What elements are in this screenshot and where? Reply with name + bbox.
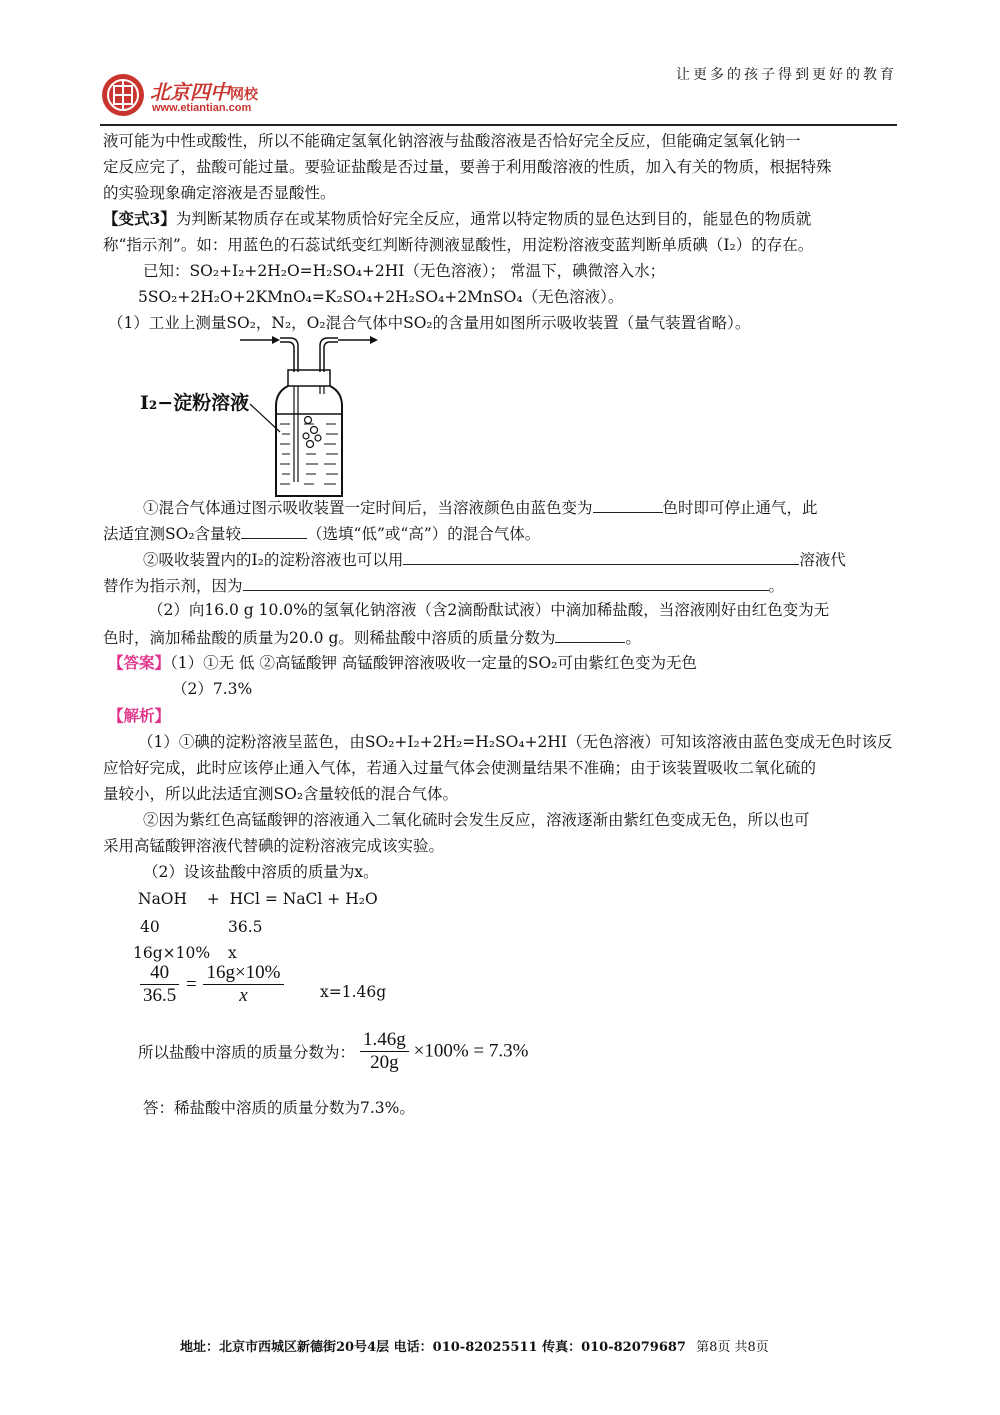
- footer-address: 地址：北京市西城区新德街20号4层 电话：010-82025511 传真：010-82079687: [180, 1340, 686, 1355]
- variant-line-1: 【变式3】为判断某物质存在或某物质恰好完全反应，通常以特定物质的显色达到目的，能显色的物质就: [103, 209, 812, 228]
- logo: [100, 72, 300, 120]
- final-answer: 答：稀盐酸中溶质的质量分数为7.3%。: [143, 1099, 415, 1117]
- proportion-equation: $\frac{40}{36.5}$ = $\frac{16g\times 10\%}{x}$: [140, 962, 284, 1007]
- question-1b-line-1: ②吸收装置内的I₂的淀粉溶液也可以用 溶液代: [143, 548, 846, 570]
- mass-hcl: x: [228, 944, 237, 962]
- footer: [180, 1336, 769, 1355]
- header-slogan: 让更多的孩子得到更好的教育: [676, 67, 897, 83]
- question-2-line-2: 色时，滴加稀盐酸的质量为20.0 g。则稀盐酸中溶质的质量分数为 。: [103, 626, 641, 648]
- logo-emblem-icon: [100, 72, 146, 118]
- answer-line-2: （2）7.3%: [172, 680, 253, 698]
- analysis-p2-line-1: ②因为紫红色高锰酸钾的溶液通入二氧化硫时会发生反应，溶液逐渐由紫红色变成无色，所以也可: [143, 811, 810, 829]
- answer-blank-reason[interactable]: [243, 574, 769, 591]
- analysis-p1-line-1: （1）①碘的淀粉溶液呈蓝色，由SO₂+I₂+2H₂=H₂SO₄+2HI（无色溶液）可知该溶液由蓝色变成无色时该反: [138, 733, 893, 751]
- question-1a-line-2: 法适宜测SO₂含量较 （选填“低”或“高”）的混合气体。: [103, 522, 540, 544]
- reaction-equation: NaOH + HCl = NaCl + H₂O: [138, 890, 378, 908]
- molar-mass-hcl: 36.5: [228, 918, 263, 936]
- analysis-tag: 【解析】: [108, 706, 171, 725]
- answer-blank-fraction[interactable]: [555, 626, 625, 643]
- answer-blank-solution[interactable]: [403, 548, 799, 565]
- intro-line-1: 液可能为中性或酸性，所以不能确定氢氧化钠溶液与盐酸溶液是否恰好完全反应，但能确定氢氧化钠一: [103, 132, 801, 150]
- fraction-result: $\frac{1.46g}{20g}$: [360, 1029, 409, 1074]
- variant-line-2: 称“指示剂”。如：用蓝色的石蕊试纸变红判断待测液显酸性，用淀粉溶液变蓝判断单质碘（I₂）的存在。: [103, 236, 814, 254]
- x-result: x=1.46g: [320, 983, 387, 1001]
- mass-naoh: 16g×10%: [133, 944, 211, 962]
- question-1b-line-2: 替作为指示剂，因为 。: [103, 574, 784, 596]
- analysis-p2-line-2: 采用高锰酸钾溶液代替碘的淀粉溶液完成该实验。: [103, 837, 445, 855]
- intro-line-3: 的实验现象确定溶液是否显酸性。: [103, 184, 336, 202]
- answer-tag: 【答案】: [108, 653, 171, 672]
- molar-mass-naoh: 40: [140, 918, 160, 936]
- answer-blank-level[interactable]: [241, 522, 307, 539]
- logo-title: 北京四中网校: [150, 80, 258, 104]
- question-1-stem: （1）工业上测量SO₂，N₂，O₂混合气体中SO₂的含量用如图所示吸收装置（量气装置省略）。: [108, 314, 751, 332]
- question-1a-line-1: ①混合气体通过图示吸收装置一定时间后，当溶液颜色由蓝色变为 色时即可停止通气，此: [143, 496, 818, 518]
- known-line-1: 已知：SO₂+I₂+2H₂O=H₂SO₄+2HI（无色溶液）； 常温下，碘微溶入水；: [143, 262, 666, 280]
- answer-blank-color[interactable]: [593, 496, 663, 513]
- analysis-p1-line-2: 应恰好完成，此时应该停止通入气体，若通入过量气体会使测量结果不准确；由于该装置吸收二氧化硫的: [103, 759, 817, 777]
- fraction-left: $\frac{40}{36.5}$: [140, 962, 179, 1007]
- footer-page: 第8页 共8页: [696, 1340, 769, 1355]
- fraction-right: $\frac{16g\times 10\%}{x}$: [203, 962, 283, 1007]
- known-line-2: 5SO₂+2H₂O+2KMnO₄=K₂SO₄+2H₂SO₄+2MnSO₄（无色溶液）。: [138, 288, 624, 306]
- figure-label: I₂−淀粉溶液: [140, 392, 250, 414]
- logo-url: www.etiantian.com: [152, 102, 252, 114]
- analysis-p1-line-3: 量较小，所以此法适宜测SO₂含量较低的混合气体。: [103, 785, 459, 803]
- apparatus-figure: [130, 332, 390, 502]
- question-2-line-1: （2）向16.0 g 10.0%的氢氧化钠溶液（含2滴酚酞试液）中滴加稀盐酸，当溶液刚好由红色变为无: [148, 601, 830, 619]
- header-rule: [100, 124, 897, 126]
- answer-line-1: 【答案】（1）①无 低 ②高锰酸钾 高锰酸钾溶液吸收一定量的SO₂可由紫红色变为无色: [108, 653, 697, 672]
- gas-bottle-diagram-icon: [130, 332, 390, 502]
- variant-tag: 【变式3】: [103, 209, 176, 228]
- analysis-p3: （2）设该盐酸中溶质的质量为x。: [143, 863, 379, 881]
- intro-line-2: 定反应完了，盐酸可能过量。要验证盐酸是否过量，要善于利用酸溶液的性质，加入有关的物质，根据特殊: [103, 158, 832, 176]
- result-line: 所以盐酸中溶质的质量分数为： $\frac{1.46g}{20g}$ ×100% = 7.3%: [138, 1029, 529, 1073]
